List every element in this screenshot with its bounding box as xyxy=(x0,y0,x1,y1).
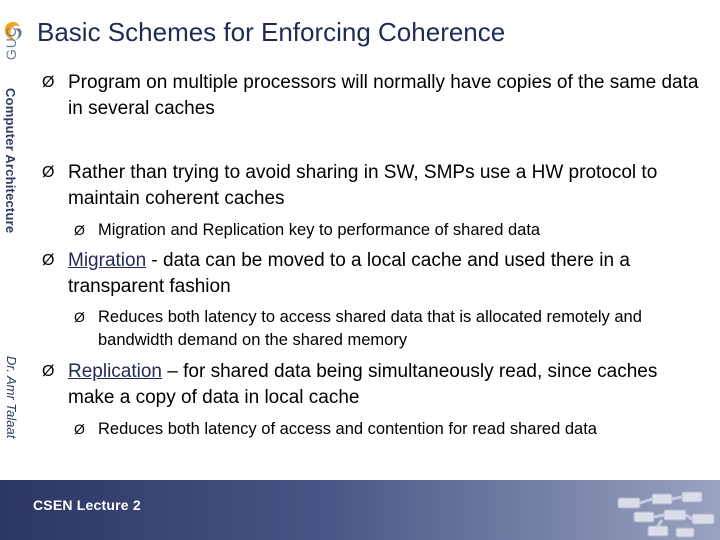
bullet-1-text: Program on multiple processors will normally have copies of the same data in several caches xyxy=(68,72,699,119)
sidebar xyxy=(0,0,25,480)
bullet-3-text xyxy=(68,248,712,300)
author-name: Dr. Amr Talaat xyxy=(4,356,19,439)
sub-bullet-arrow-icon: Ø xyxy=(74,222,85,238)
bullet-2-text: Rather than trying to avoid sharing in SW, SMPs use a HW protocol to maintain coherent caches xyxy=(68,162,658,209)
bullet-4-sub-text: Reduces both latency of access and contention for read shared data xyxy=(98,420,597,438)
replication-term: Replication xyxy=(68,361,162,382)
bullet-3-sub-text: Reduces both latency to access shared data that is allocated remotely and bandwidth demand on the shared memory xyxy=(98,308,642,349)
course-name: Computer Architecture xyxy=(3,88,18,234)
bullet-3 xyxy=(42,248,712,300)
bullet-4-text xyxy=(68,359,702,411)
sub-bullet-arrow-icon: Ø xyxy=(74,421,85,437)
footer-label: CSEN Lecture 2 xyxy=(33,497,141,513)
sub-bullet-arrow-icon: Ø xyxy=(74,309,85,325)
logo-text: GUC xyxy=(3,26,19,61)
bullet-arrow-icon: Ø xyxy=(42,363,55,380)
bullet-2 xyxy=(42,160,682,212)
bullet-2-sub xyxy=(74,219,684,242)
migration-term: Migration xyxy=(68,250,147,271)
bullet-3-rest: - data can be moved to a local cache and used there in a transparent fashion xyxy=(68,250,630,297)
bullet-4 xyxy=(42,359,702,411)
molecule-decoration-icon xyxy=(612,484,720,540)
slide-title: Basic Schemes for Enforcing Coherence xyxy=(37,17,506,47)
bullet-arrow-icon: Ø xyxy=(42,164,55,181)
bullet-1 xyxy=(42,70,702,122)
bullet-4-rest: – for shared data being simultaneously read, since caches make a copy of data in local cache xyxy=(68,361,658,408)
bullet-4-sub xyxy=(74,418,714,441)
bullet-arrow-icon: Ø xyxy=(42,74,55,91)
bullet-2-sub-text: Migration and Replication key to performance of shared data xyxy=(98,221,541,239)
bullet-arrow-icon: Ø xyxy=(42,252,55,269)
bullet-3-sub xyxy=(74,306,664,352)
